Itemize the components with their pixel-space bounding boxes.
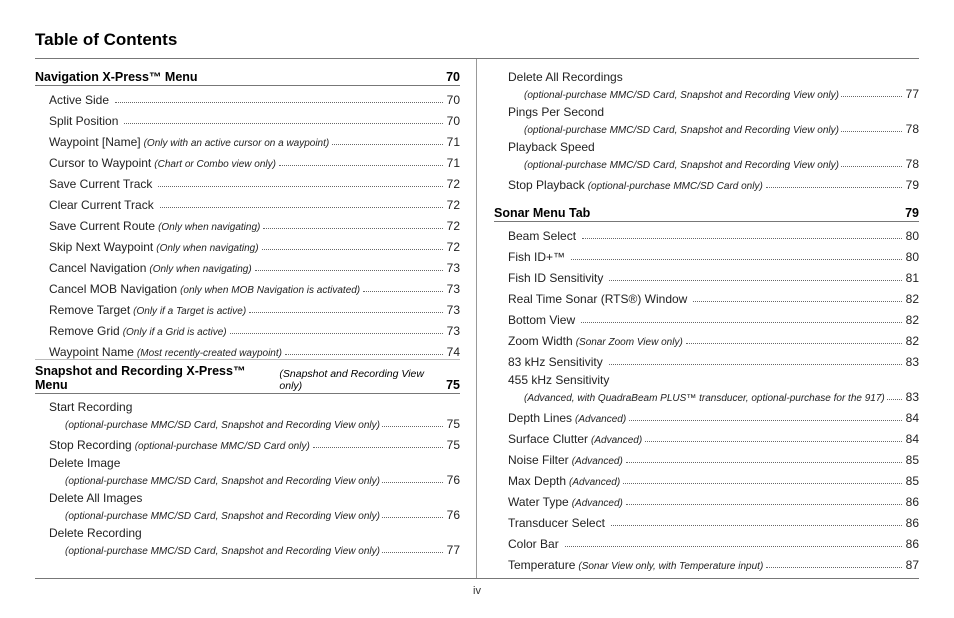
entry-note: (optional-purchase MMC/SD Card, Snapshot and Recording View only)	[65, 476, 380, 487]
page-number: iv	[473, 585, 481, 597]
toc-entry[interactable]	[494, 243, 919, 264]
entry-label: Start Recording	[49, 400, 133, 414]
entry-page: 80	[905, 229, 919, 243]
toc-entry[interactable]	[494, 327, 919, 348]
toc-entry[interactable]	[35, 317, 460, 338]
leader-dots	[382, 552, 443, 553]
entry-label: Cancel MOB Navigation	[49, 282, 178, 296]
left-column	[35, 66, 460, 557]
leader-dots	[565, 546, 902, 547]
entry-label: Split Position	[49, 114, 119, 128]
leader-dots	[841, 166, 902, 167]
snapshot-entries-continued	[494, 66, 919, 192]
entry-label: Beam Select	[508, 229, 577, 243]
entry-page: 73	[446, 324, 460, 338]
toc-entry[interactable]	[494, 171, 919, 192]
toc-entry[interactable]	[494, 264, 919, 285]
entry-label: Zoom Width	[508, 334, 573, 348]
entry-note: (Advanced)	[571, 456, 623, 467]
section-page: 79	[905, 206, 919, 220]
entry-note: (Sonar Zoom View only)	[575, 337, 683, 348]
section-title: Sonar Menu Tab	[494, 206, 591, 220]
sonar-entries	[494, 222, 919, 572]
leader-dots	[581, 322, 902, 323]
entry-note: (Advanced)	[591, 435, 643, 446]
entry-page: 87	[905, 558, 919, 572]
leader-dots	[382, 517, 443, 518]
navigation-entries	[35, 86, 460, 360]
entry-page: 78	[905, 122, 919, 136]
entry-label: Save Current Route	[49, 219, 156, 233]
entry-label: Cursor to Waypoint	[49, 156, 152, 170]
toc-entry[interactable]	[494, 446, 919, 467]
entry-note: (Advanced)	[575, 414, 627, 425]
entry-page: 73	[446, 261, 460, 275]
entry-note: (Only with an active cursor on a waypoint)	[143, 138, 330, 149]
leader-dots	[571, 259, 902, 260]
section-page: 75	[446, 378, 460, 392]
toc-entry[interactable]	[35, 487, 460, 522]
leader-dots	[332, 144, 443, 145]
entry-page: 71	[446, 156, 460, 170]
leader-dots	[841, 131, 902, 132]
leader-dots	[249, 312, 443, 313]
entry-note: (Only if a Target is active)	[133, 306, 247, 317]
entry-page: 76	[446, 473, 460, 487]
toc-entry[interactable]	[35, 86, 460, 107]
leader-dots	[255, 270, 443, 271]
entry-note: (Only when navigating)	[158, 222, 261, 233]
toc-entry[interactable]	[494, 551, 919, 572]
leader-dots	[841, 96, 902, 97]
entry-page: 86	[905, 495, 919, 509]
section-heading-snapshot[interactable]	[35, 364, 460, 394]
entry-note: (optional-purchase MMC/SD Card, Snapshot and Recording View only)	[524, 125, 839, 136]
leader-dots	[158, 186, 443, 187]
entry-page: 72	[446, 177, 460, 191]
entry-label: Cancel Navigation	[49, 261, 147, 275]
leader-dots	[160, 207, 443, 208]
section-page: 70	[446, 70, 460, 84]
leader-dots	[766, 567, 902, 568]
entry-page: 86	[905, 537, 919, 551]
entry-page: 82	[905, 313, 919, 327]
leader-dots	[609, 280, 902, 281]
entry-label: Noise Filter	[508, 453, 569, 467]
entry-label: Bottom View	[508, 313, 576, 327]
entry-note: (Sonar View only, with Temperature input)	[578, 561, 764, 572]
leader-dots	[693, 301, 902, 302]
entry-label: Waypoint Name	[49, 345, 134, 359]
toc-entry[interactable]	[35, 128, 460, 149]
leader-dots	[263, 228, 443, 229]
entry-page: 85	[905, 474, 919, 488]
toc-entry[interactable]	[494, 369, 919, 404]
entry-page: 78	[905, 157, 919, 171]
entry-page: 75	[446, 438, 460, 452]
entry-label: Delete Image	[49, 456, 121, 470]
entry-label: Playback Speed	[508, 140, 595, 154]
entry-label: Active Side	[49, 93, 110, 107]
toc-entry[interactable]	[494, 404, 919, 425]
toc-entry[interactable]	[35, 452, 460, 487]
entry-label: Depth Lines	[508, 411, 573, 425]
entry-note: (Only when navigating)	[156, 243, 259, 254]
leader-dots	[887, 399, 902, 400]
entry-label: Surface Clutter	[508, 432, 589, 446]
toc-entry[interactable]	[35, 522, 460, 557]
toc-entry[interactable]	[494, 285, 919, 306]
entry-page: 82	[905, 292, 919, 306]
entry-note: (optional-purchase MMC/SD Card only)	[134, 441, 310, 452]
entry-label: Delete All Images	[49, 491, 143, 505]
toc-entry[interactable]	[35, 149, 460, 170]
entry-label: Skip Next Waypoint	[49, 240, 154, 254]
entry-label: Color Bar	[508, 537, 559, 551]
leader-dots	[686, 343, 902, 344]
entry-note: (Only when navigating)	[149, 264, 252, 275]
entry-page: 72	[446, 240, 460, 254]
leader-dots	[279, 165, 443, 166]
leader-dots	[382, 482, 443, 483]
leader-dots	[623, 483, 902, 484]
toc-entry[interactable]	[35, 191, 460, 212]
leader-dots	[313, 447, 443, 448]
section-heading-sonar[interactable]	[494, 202, 919, 222]
toc-entry[interactable]	[494, 488, 919, 509]
leader-dots	[124, 123, 443, 124]
bottom-rule	[35, 578, 919, 579]
entry-note: (optional-purchase MMC/SD Card, Snapshot and Recording View only)	[65, 546, 380, 557]
entry-label: Stop Recording	[49, 438, 132, 452]
entry-page: 86	[905, 516, 919, 530]
leader-dots	[629, 420, 902, 421]
toc-entry[interactable]	[494, 530, 919, 551]
entry-label: Remove Grid	[49, 324, 120, 338]
entry-label: Delete Recording	[49, 526, 142, 540]
leader-dots	[115, 102, 443, 103]
toc-entry[interactable]	[35, 107, 460, 128]
toc-entry[interactable]	[494, 136, 919, 171]
entry-page: 85	[905, 453, 919, 467]
entry-label: Water Type	[508, 495, 569, 509]
section-note: (Snapshot and Recording View only)	[279, 368, 424, 392]
entry-note: (optional-purchase MMC/SD Card only)	[587, 181, 763, 192]
leader-dots	[230, 333, 443, 334]
entry-label: Delete All Recordings	[508, 70, 623, 84]
entry-label: Waypoint [Name]	[49, 135, 141, 149]
entry-note: (Most recently-created waypoint)	[136, 348, 282, 359]
entry-page: 84	[905, 411, 919, 425]
entry-label: Real Time Sonar (RTS®) Window	[508, 292, 688, 306]
entry-label: Temperature	[508, 558, 576, 572]
entry-label: Pings Per Second	[508, 105, 605, 119]
entry-page: 75	[446, 417, 460, 431]
entry-label: 455 kHz Sensitivity	[508, 373, 610, 387]
entry-page: 72	[446, 198, 460, 212]
section-heading-navigation[interactable]	[35, 66, 460, 86]
toc-entry[interactable]	[35, 275, 460, 296]
entry-label: Fish ID+™	[508, 250, 566, 264]
entry-page: 72	[446, 219, 460, 233]
entry-label: 83 kHz Sensitivity	[508, 355, 603, 369]
entry-page: 80	[905, 250, 919, 264]
entry-page: 73	[446, 282, 460, 296]
leader-dots	[262, 249, 443, 250]
entry-note: (only when MOB Navigation is activated)	[180, 285, 361, 296]
entry-note: (Advanced)	[569, 477, 621, 488]
entry-page: 70	[446, 93, 460, 107]
top-rule	[35, 58, 919, 59]
entry-note: (optional-purchase MMC/SD Card, Snapshot and Recording View only)	[65, 511, 380, 522]
leader-dots	[645, 441, 902, 442]
entry-label: Fish ID Sensitivity	[508, 271, 604, 285]
toc-entry[interactable]	[35, 212, 460, 233]
entry-page: 70	[446, 114, 460, 128]
leader-dots	[363, 291, 443, 292]
toc-entry[interactable]	[35, 431, 460, 452]
entry-label: Max Depth	[508, 474, 567, 488]
section-title: Snapshot and Recording X-Press™ Menu	[35, 364, 246, 392]
entry-page: 73	[446, 303, 460, 317]
entry-page: 77	[446, 543, 460, 557]
page-title: Table of Contents	[35, 30, 178, 49]
entry-label: Remove Target	[49, 303, 131, 317]
toc-entry[interactable]	[35, 170, 460, 191]
toc-entry[interactable]	[35, 396, 460, 431]
leader-dots	[582, 238, 902, 239]
entry-note: (optional-purchase MMC/SD Card, Snapshot and Recording View only)	[524, 90, 839, 101]
entry-note: (Only if a Grid is active)	[122, 327, 227, 338]
entry-page: 77	[905, 87, 919, 101]
leader-dots	[766, 187, 902, 188]
entry-page: 83	[905, 390, 919, 404]
leader-dots	[626, 462, 902, 463]
toc-entry[interactable]	[35, 296, 460, 317]
entry-note: (Advanced, with QuadraBeam PLUS™ transducer, optional-purchase for the 917)	[524, 393, 885, 404]
toc-entry[interactable]	[494, 306, 919, 327]
leader-dots	[382, 426, 443, 427]
entry-label: Clear Current Track	[49, 198, 154, 212]
toc-entry[interactable]	[494, 101, 919, 136]
entry-note: (Advanced)	[571, 498, 623, 509]
entry-label: Save Current Track	[49, 177, 153, 191]
entry-page: 79	[905, 178, 919, 192]
snapshot-entries	[35, 394, 460, 557]
section-title: Navigation X-Press™ Menu	[35, 70, 198, 84]
entry-note: (optional-purchase MMC/SD Card, Snapshot and Recording View only)	[524, 160, 839, 171]
leader-dots	[285, 354, 443, 355]
entry-page: 82	[905, 334, 919, 348]
entry-note: (optional-purchase MMC/SD Card, Snapshot and Recording View only)	[65, 420, 380, 431]
entry-page: 81	[905, 271, 919, 285]
toc-entry[interactable]	[494, 348, 919, 369]
entry-page: 83	[905, 355, 919, 369]
toc-entry[interactable]	[35, 254, 460, 275]
entry-page: 74	[446, 345, 460, 359]
entry-page: 84	[905, 432, 919, 446]
toc-entry[interactable]	[494, 425, 919, 446]
toc-entry[interactable]	[494, 222, 919, 243]
leader-dots	[611, 525, 902, 526]
toc-entry[interactable]	[494, 66, 919, 101]
entry-label: Stop Playback	[508, 178, 585, 192]
entry-page: 76	[446, 508, 460, 522]
right-column	[494, 66, 919, 572]
leader-dots	[609, 364, 902, 365]
leader-dots	[626, 504, 902, 505]
column-divider	[476, 59, 477, 578]
entry-page: 71	[446, 135, 460, 149]
entry-note: (Chart or Combo view only)	[154, 159, 276, 170]
toc-entry[interactable]	[35, 233, 460, 254]
toc-entry[interactable]	[494, 509, 919, 530]
entry-label: Transducer Select	[508, 516, 605, 530]
toc-entry[interactable]	[494, 467, 919, 488]
toc-entry[interactable]	[35, 338, 460, 359]
